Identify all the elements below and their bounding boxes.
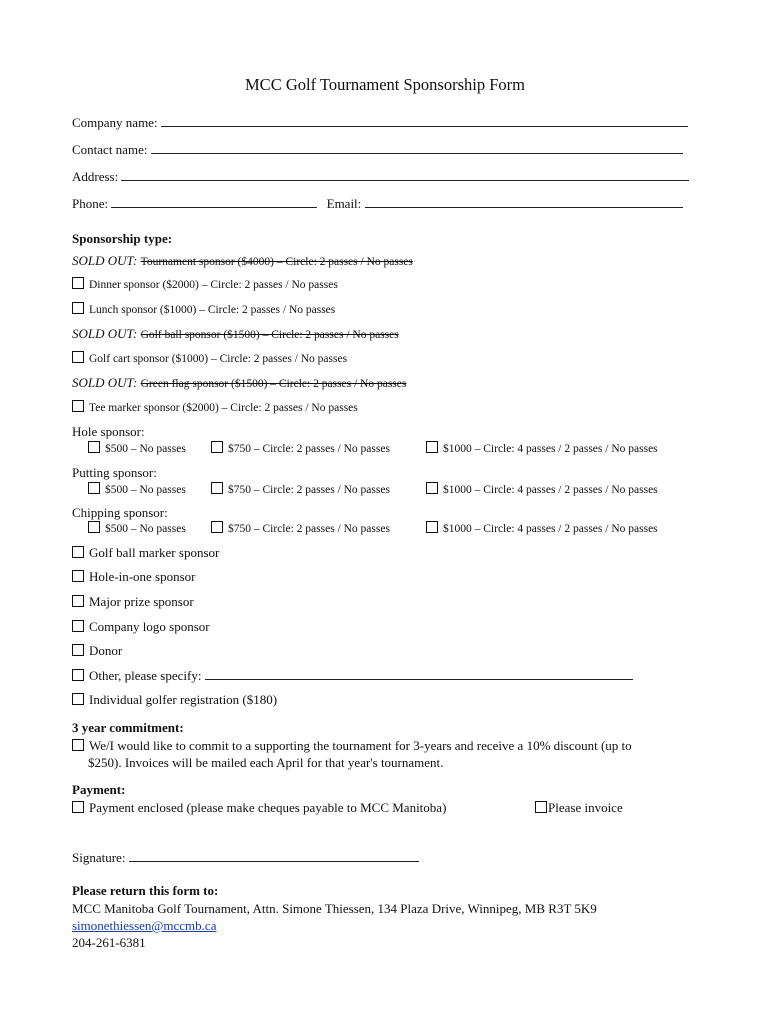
individual-checkbox[interactable] <box>72 693 84 705</box>
lunch-sponsor-row <box>72 302 335 316</box>
hole-in-one-text: Hole-in-one sponsor <box>89 569 196 584</box>
invoice-row <box>535 800 623 816</box>
sold-out-label: SOLD OUT: <box>72 326 138 341</box>
putting-750-option <box>211 482 390 496</box>
chipping-1000-checkbox[interactable] <box>426 521 438 533</box>
commitment-text-line1: We/I would like to commit to a supporting the tournament for 3-years and receive a 10% discount (up to <box>89 738 632 753</box>
contact-name-field[interactable] <box>151 142 683 154</box>
sold-out-label: SOLD OUT: <box>72 375 138 390</box>
putting-500-checkbox[interactable] <box>88 482 100 494</box>
hole-500-text: $500 – No passes <box>105 443 186 455</box>
donor-checkbox[interactable] <box>72 644 84 656</box>
phone-field[interactable] <box>111 196 317 208</box>
return-email-link[interactable]: simonethiessen@mccmb.ca <box>72 918 217 933</box>
commitment-text-line2: $250). Invoices will be mailed each April for that year's tournament. <box>88 755 444 770</box>
donor-row <box>72 643 122 659</box>
dinner-sponsor-text: Dinner sponsor ($2000) – Circle: 2 passes / No passes <box>89 279 338 291</box>
hole-sponsor-label: Hole sponsor: <box>72 424 145 439</box>
chipping-1000-option <box>426 521 658 535</box>
company-name-field[interactable] <box>161 115 688 127</box>
putting-500-text: $500 – No passes <box>105 484 186 496</box>
company-name-row <box>72 115 688 131</box>
hole-500-checkbox[interactable] <box>88 441 100 453</box>
page-title: MCC Golf Tournament Sponsorship Form <box>245 75 525 94</box>
hole-750-text: $750 – Circle: 2 passes / No passes <box>228 443 390 455</box>
golf-ball-marker-checkbox[interactable] <box>72 546 84 558</box>
dinner-sponsor-checkbox[interactable] <box>72 277 84 289</box>
address-field[interactable] <box>121 169 689 181</box>
golf-ball-sponsor-text: Golf ball sponsor ($1500) – Circle: 2 passes / No passes <box>140 329 399 341</box>
return-heading: Please return this form to: <box>72 883 219 898</box>
contact-name-label: Contact name: <box>72 142 148 157</box>
golf-ball-marker-row <box>72 545 219 561</box>
payment-enclosed-text: Payment enclosed (please make cheques payable to MCC Manitoba) <box>89 800 447 815</box>
dinner-sponsor-row <box>72 277 338 291</box>
payment-enclosed-row <box>72 800 446 816</box>
hole-1000-text: $1000 – Circle: 4 passes / 2 passes / No passes <box>443 443 658 455</box>
invoice-checkbox[interactable] <box>535 801 547 813</box>
phone-email-row <box>72 196 683 212</box>
signature-row <box>72 850 419 866</box>
golf-cart-sponsor-row <box>72 351 347 365</box>
hole-750-option <box>211 441 390 455</box>
putting-1000-text: $1000 – Circle: 4 passes / 2 passes / No passes <box>443 484 658 496</box>
chipping-750-checkbox[interactable] <box>211 521 223 533</box>
company-logo-row <box>72 619 210 635</box>
golf-ball-marker-text: Golf ball marker sponsor <box>89 545 220 560</box>
hole-in-one-row <box>72 569 196 585</box>
chipping-500-text: $500 – No passes <box>105 523 186 535</box>
putting-500-option <box>88 482 186 496</box>
invoice-text: Please invoice <box>548 800 623 815</box>
email-label: Email: <box>326 196 362 211</box>
signature-label: Signature: <box>72 850 126 865</box>
golf-ball-sponsor-row <box>72 326 399 342</box>
sponsorship-heading: Sponsorship type: <box>72 231 173 246</box>
company-logo-text: Company logo sponsor <box>89 619 210 634</box>
chipping-500-option <box>88 521 186 535</box>
lunch-sponsor-checkbox[interactable] <box>72 302 84 314</box>
putting-sponsor-label: Putting sponsor: <box>72 465 157 480</box>
other-specify-field[interactable] <box>205 668 633 680</box>
phone-label: Phone: <box>72 196 109 211</box>
chipping-sponsor-label: Chipping sponsor: <box>72 505 168 520</box>
tournament-sponsor-row <box>72 253 413 269</box>
other-row <box>72 668 633 684</box>
hole-500-option <box>88 441 186 455</box>
return-address: MCC Manitoba Golf Tournament, Attn. Simone Thiessen, 134 Plaza Drive, Winnipeg, MB R3T 5K9 <box>72 901 597 916</box>
hole-in-one-checkbox[interactable] <box>72 570 84 582</box>
hole-1000-option <box>426 441 658 455</box>
hole-750-checkbox[interactable] <box>211 441 223 453</box>
commitment-checkbox[interactable] <box>72 739 84 751</box>
address-label: Address: <box>72 169 119 184</box>
putting-750-text: $750 – Circle: 2 passes / No passes <box>228 484 390 496</box>
putting-1000-option <box>426 482 658 496</box>
payment-enclosed-checkbox[interactable] <box>72 801 84 813</box>
donor-text: Donor <box>89 643 123 658</box>
email-field[interactable] <box>365 196 683 208</box>
major-prize-row <box>72 594 194 610</box>
company-name-label: Company name: <box>72 115 158 130</box>
commitment-heading: 3 year commitment: <box>72 720 184 735</box>
commitment-row <box>72 738 632 754</box>
other-text: Other, please specify: <box>89 668 202 683</box>
signature-field[interactable] <box>129 850 419 862</box>
major-prize-checkbox[interactable] <box>72 595 84 607</box>
putting-1000-checkbox[interactable] <box>426 482 438 494</box>
sold-out-label: SOLD OUT: <box>72 253 138 268</box>
individual-text: Individual golfer registration ($180) <box>89 692 278 707</box>
other-checkbox[interactable] <box>72 669 84 681</box>
contact-name-row <box>72 142 683 158</box>
tee-marker-sponsor-checkbox[interactable] <box>72 400 84 412</box>
green-flag-sponsor-row <box>72 375 406 391</box>
chipping-500-checkbox[interactable] <box>88 521 100 533</box>
golf-cart-sponsor-checkbox[interactable] <box>72 351 84 363</box>
individual-row <box>72 692 277 708</box>
tee-marker-sponsor-text: Tee marker sponsor ($2000) – Circle: 2 passes / No passes <box>89 402 358 414</box>
payment-heading: Payment: <box>72 782 126 797</box>
chipping-750-text: $750 – Circle: 2 passes / No passes <box>228 523 390 535</box>
chipping-1000-text: $1000 – Circle: 4 passes / 2 passes / No passes <box>443 523 658 535</box>
chipping-750-option <box>211 521 390 535</box>
putting-750-checkbox[interactable] <box>211 482 223 494</box>
company-logo-checkbox[interactable] <box>72 620 84 632</box>
lunch-sponsor-text: Lunch sponsor ($1000) – Circle: 2 passes / No passes <box>89 304 336 316</box>
address-row <box>72 169 689 185</box>
return-phone: 204-261-6381 <box>72 935 146 950</box>
green-flag-sponsor-text: Green flag sponsor ($1500) – Circle: 2 passes / No passes <box>140 378 407 390</box>
major-prize-text: Major prize sponsor <box>89 594 194 609</box>
hole-1000-checkbox[interactable] <box>426 441 438 453</box>
golf-cart-sponsor-text: Golf cart sponsor ($1000) – Circle: 2 passes / No passes <box>89 353 348 365</box>
tee-marker-sponsor-row <box>72 400 358 414</box>
tournament-sponsor-text: Tournament sponsor ($4000) – Circle: 2 passes / No passes <box>140 256 413 268</box>
